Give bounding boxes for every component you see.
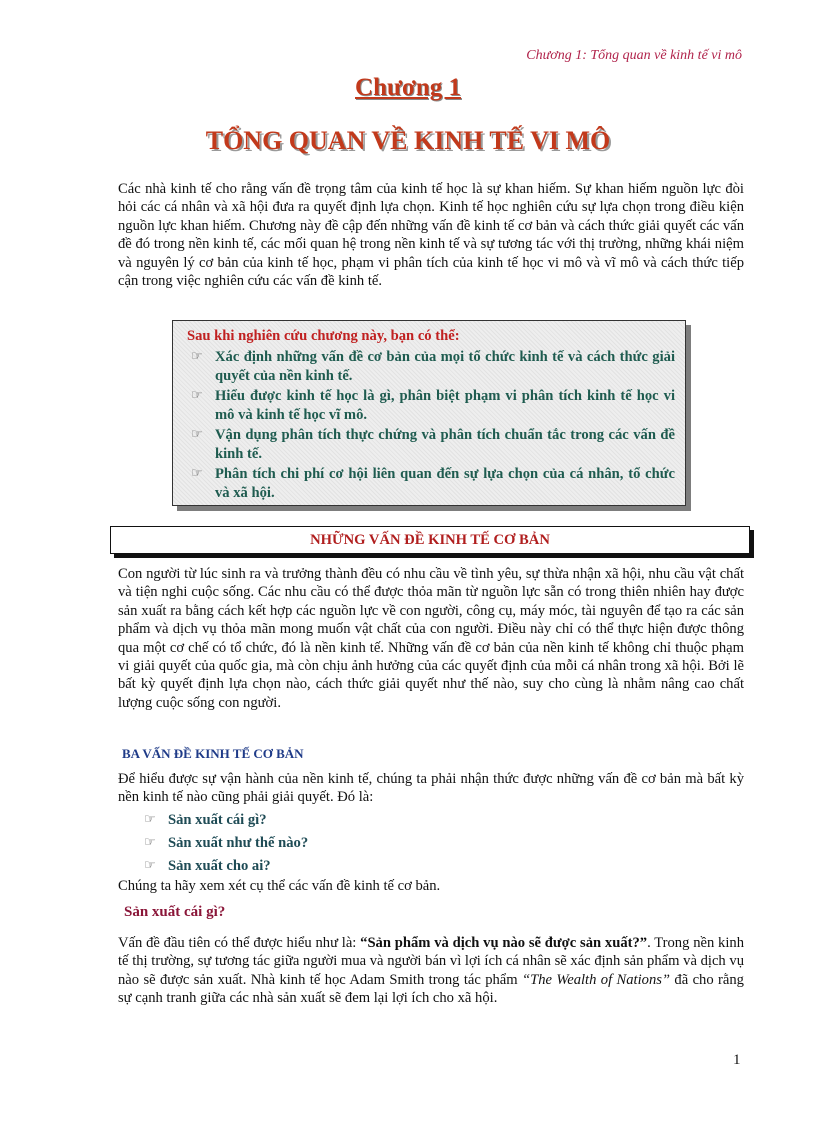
hand-pointing-icon: ☞ [144,835,156,850]
question-item [140,856,540,879]
objective-text: Phân tích chi phí cơ hội liên quan đến sự lựa chọn của cá nhân, tổ chức và xã hội. [215,466,675,501]
question-item [140,833,540,856]
question-text: Sản xuất cho ai? [168,858,271,874]
emphasis-question: “Sản phẩm và dịch vụ nào sẽ được sản xuất?” [360,935,648,951]
objective-item [187,426,675,463]
paragraph-text: . Trong nền kinh tế thị trường, sự tương tác giữa người mua và người bán vì lợi ích cá nhân sẽ xác định sản phẩm và dịch vụ nào sẽ được sản xuất. Nhà kinh tế học Adam Smith trong tác phẩm [118,935,744,988]
section-paragraph: Con người từ lúc sinh ra và trưởng thành đều có nhu cầu về tình yêu, sự thừa nhận xã hội, nhu cầu vật chất và tiện nghi cuộc sống. Các nhu cầu có thể được thỏa mãn từ nguồn lực sẵn có trong thiên nhiên hay được sản xuất ra bằng cách kết hợp các nguồn lực về con người, công cụ, máy móc, tài nguyên để tạo ra các sản phẩm và dịch vụ thỏa mãn mong muốn vật chất của con người. Điều này chỉ có thể thực hiện được thông qua một cơ chế có tổ chức, đó là nền kinh tế. Những vấn đề cơ bản của nền kinh tế không chỉ thuộc phạm vi giải quyết của quốc gia, mà còn chịu ảnh hưởng của các quyết định của mỗi cá nhân trong xã hội. Bởi lẽ bất kỳ quyết định lựa chọn nào, cách thức giải quyết như thế nào, suy cho cùng là nhằm nâng cao chất lượng cuộc sống con người. [118,566,744,711]
question-text: Sản xuất như thế nào? [168,835,309,851]
question-text: Sản xuất cái gì? [168,812,267,828]
objective-item [187,387,675,424]
intro-paragraph: Các nhà kinh tế cho rằng vấn đề trọng tâm của kinh tế học là sự khan hiếm. Sự khan hiếm nguồn lực đòi hỏi các cá nhân và xã hội đưa ra quyết định lựa chọn. Kinh tế học nghiên cứu sự lựa chọn trong điều kiện nguồn lực khan hiếm. Chương này đề cập đến những vấn đề kinh tế cơ bản và cách thức giải quyết các vấn đề đó trong nền kinh tế, các mối quan hệ trong nền kinh tế và sự tương tác với thị trường, những khái niệm và nguyên lý cơ bản của kinh tế học, phạm vi phân tích của kinh tế học vi mô và vĩ mô và cách thức tiếp cận trong việc nghiên cứu các vấn đề kinh tế. [118,181,744,290]
objectives-box [172,320,686,506]
page-number: 1 [733,1052,741,1068]
hand-pointing-icon: ☞ [191,388,203,403]
chapter-title: TỔNG QUAN VỀ KINH TẾ VI MÔ [205,126,611,155]
questions-list [140,810,540,879]
objective-text: Vận dụng phân tích thực chứng và phân tích chuẩn tắc trong các vấn đề kinh tế. [215,427,675,462]
hand-pointing-icon: ☞ [191,349,203,364]
hand-pointing-icon: ☞ [144,858,156,873]
objective-text: Hiểu được kinh tế học là gì, phân biệt phạm vi phân tích kinh tế học vi mô và kinh tế học vĩ mô. [215,388,675,423]
paragraph-text: đã cho rằng sự cạnh tranh giữa các nhà sản xuất sẽ đem lại lợi ích cho xã hội. [118,971,744,1007]
hand-pointing-icon: ☞ [191,466,203,481]
what-to-produce-paragraph [118,934,744,1008]
book-title: “The Wealth of Nations” [522,971,671,988]
hand-pointing-icon: ☞ [144,812,156,827]
objectives-title: Sau khi nghiên cứu chương này, bạn có thể: [187,328,460,344]
hand-pointing-icon: ☞ [191,427,203,442]
question-item [140,810,540,833]
section-heading: NHỮNG VẤN ĐỀ KINH TẾ CƠ BẢN [110,526,750,554]
running-header: Chương 1: Tổng quan về kinh tế vi mô [526,48,742,63]
subsection-after: Chúng ta hãy xem xét cụ thể các vấn đề kinh tế cơ bản. [118,878,441,894]
chapter-number: Chương 1 [355,74,461,101]
objective-item [187,465,675,502]
subsection-heading: BA VẤN ĐỀ KINH TẾ CƠ BẢN [122,746,304,761]
objective-text: Xác định những vấn đề cơ bản của mọi tổ chức kinh tế và cách thức giải quyết của nền kinh tế. [215,349,675,384]
subsection-intro: Để hiểu được sự vận hành của nền kinh tế, chúng ta phải nhận thức được những vấn đề cơ bản mà bất kỳ nền kinh tế nào cũng phải giải quyết. Đó là: [118,771,744,806]
what-to-produce-heading: Sản xuất cái gì? [124,904,226,920]
objectives-list [187,348,675,502]
objective-item [187,348,675,385]
paragraph-text: Vấn đề đầu tiên có thể được hiểu như là: [118,935,361,951]
